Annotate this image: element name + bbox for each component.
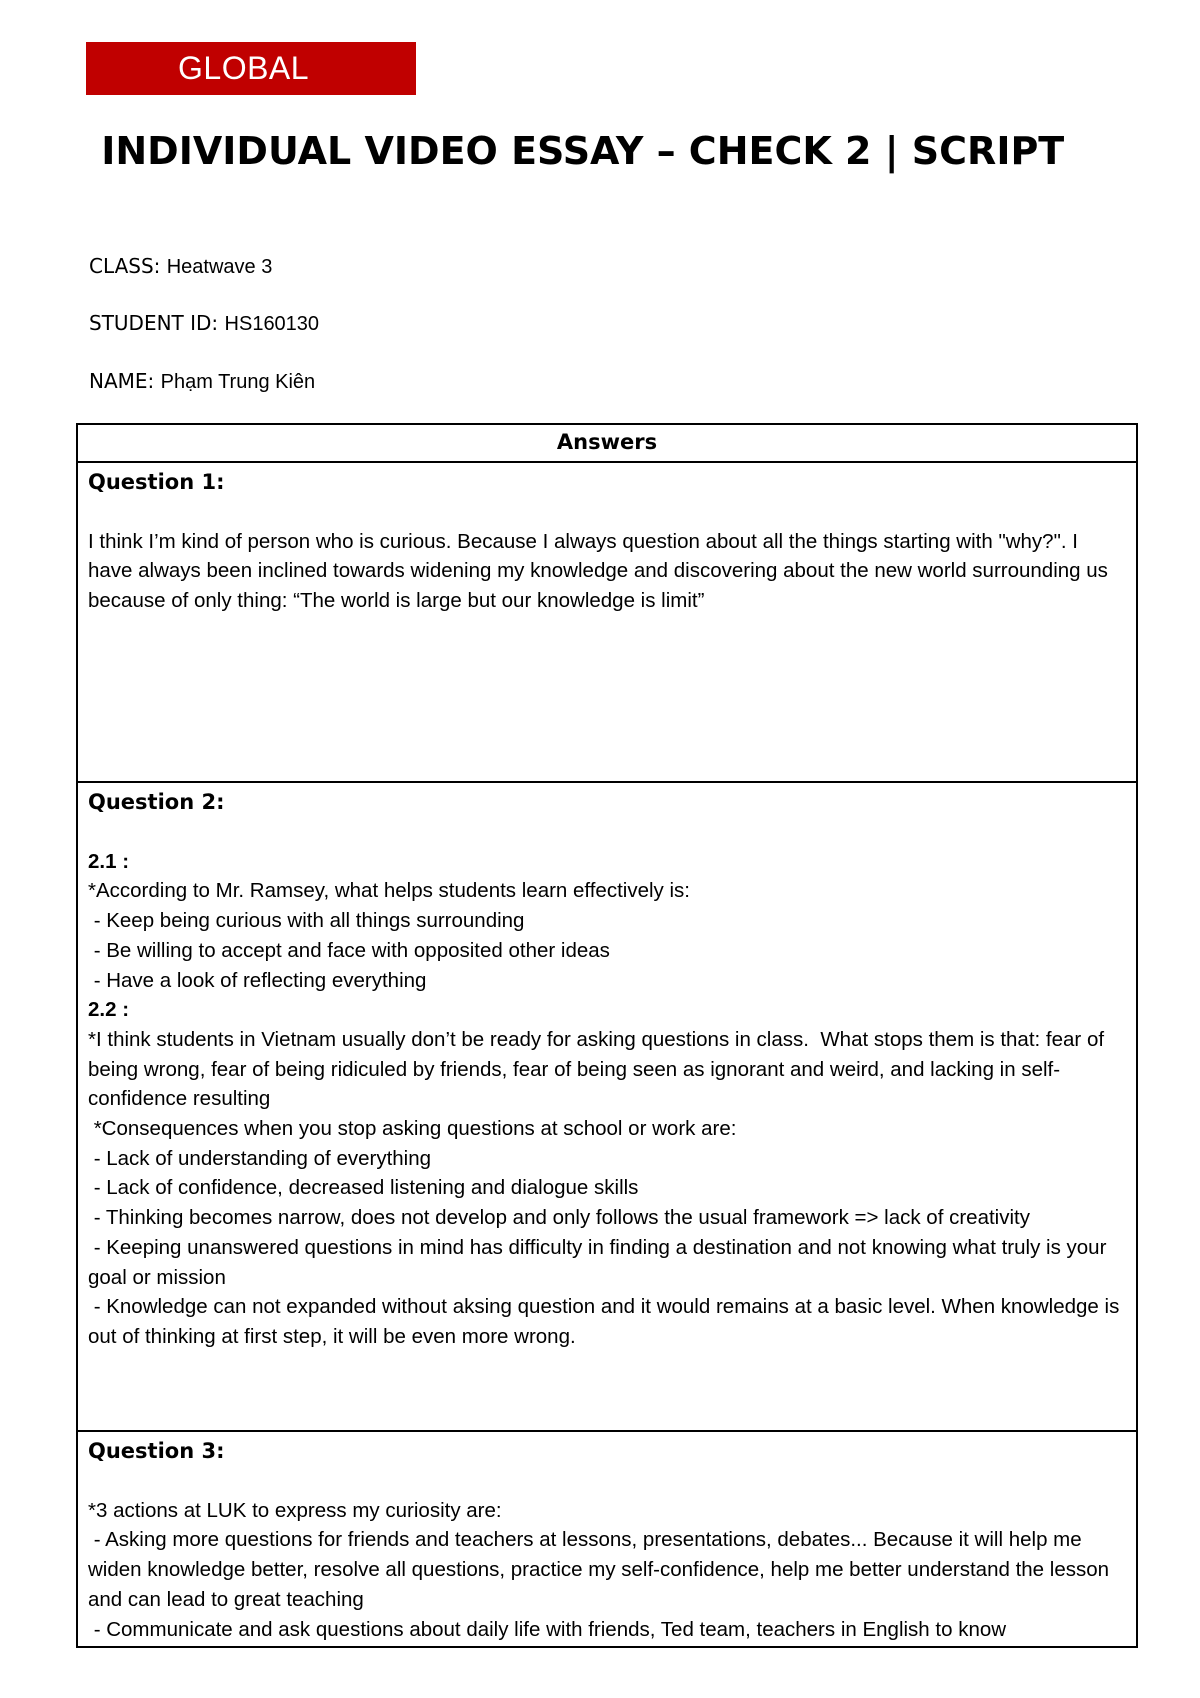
question-2-answer-line: - Have a look of reflecting everything <box>88 968 427 992</box>
student-id-value: HS160130 <box>224 313 320 335</box>
question-2-row <box>77 782 1137 1431</box>
question-2-answer-line: - Lack of confidence, decreased listening and dialogue skills <box>88 1176 639 1200</box>
question-3-row <box>77 1431 1137 1647</box>
class-line <box>89 254 272 279</box>
answers-table <box>76 423 1138 1648</box>
answers-header: Answers <box>77 424 1137 462</box>
question-2-answer-line: - Keep being curious with all things surrounding <box>88 909 525 933</box>
student-id-label: STUDENT ID: <box>89 311 225 335</box>
student-id-line <box>89 311 319 336</box>
question-1-row <box>77 462 1137 782</box>
question-3-cell <box>77 1431 1137 1647</box>
answers-header-row <box>77 424 1137 462</box>
question-3-answer-line: *3 actions at LUK to express my curiosity are: <box>88 1498 502 1522</box>
question-2-answer-line: - Keeping unanswered questions in mind has difficulty in finding a destination and not knowing what truly is your goal or mission <box>88 1235 1113 1289</box>
question-1-cell <box>77 462 1137 782</box>
name-value: Phạm Trung Kiên <box>160 371 316 393</box>
question-3-answer-line: - Communicate and ask questions about daily life with friends, Ted team, teachers in English to know <box>88 1617 1007 1641</box>
global-badge: GLOBAL <box>86 42 416 95</box>
question-2-answer-line: *Consequences when you stop asking questions at school or work are: <box>88 1117 737 1141</box>
question-2-answer-line: - Lack of understanding of everything <box>88 1146 432 1170</box>
question-2-cell <box>77 782 1137 1431</box>
question-2-answer-line: *I think students in Vietnam usually don’t be ready for asking questions in class. What stops them is that: fear of being wrong, fear of being ridiculed by friends, fear of being seen as ignorant and weird, and lacking in self-confidence resulting <box>88 1027 1110 1111</box>
question-1-title: Question 1: <box>88 470 225 494</box>
question-2-answer-line: - Be willing to accept and face with opposited other ideas <box>88 938 610 962</box>
question-2-answer-line: 2.1 : <box>88 849 130 873</box>
question-2-answer-line: 2.2 : <box>88 998 130 1022</box>
class-label: CLASS: <box>89 254 167 278</box>
question-2-answer <box>88 847 1126 1352</box>
question-3-answer <box>88 1496 1126 1645</box>
name-label: NAME: <box>89 369 161 393</box>
question-1-answer: I think I’m kind of person who is curious. Because I always question about all the things starting with "why?". I have always been inclined towards widening my knowledge and discovering about the new world surrounding us because of only thing: “The world is large but our knowledge is limit” <box>88 529 1114 613</box>
class-value: Heatwave 3 <box>166 256 273 278</box>
question-2-answer-line: - Thinking becomes narrow, does not develop and only follows the usual framework => lack of creativity <box>88 1206 1030 1230</box>
question-3-title: Question 3: <box>88 1439 225 1463</box>
question-3-answer-line: - Asking more questions for friends and teachers at lessons, presentations, debates... Because it will help me widen knowledge better, resolve all questions, practice my self-confidence, help me better understand the lesson and can lead to great teaching <box>88 1528 1115 1611</box>
question-2-answer-line: *According to Mr. Ramsey, what helps students learn effectively is: <box>88 879 690 903</box>
question-2-answer-line: - Knowledge can not expanded without aksing question and it would remains at a basic level. When knowledge is out of thinking at first step, it will be even more wrong. <box>88 1295 1126 1348</box>
document-title: INDIVIDUAL VIDEO ESSAY – CHECK 2 | SCRIPT <box>88 129 1065 173</box>
name-line <box>89 369 315 394</box>
question-2-title: Question 2: <box>88 790 225 814</box>
